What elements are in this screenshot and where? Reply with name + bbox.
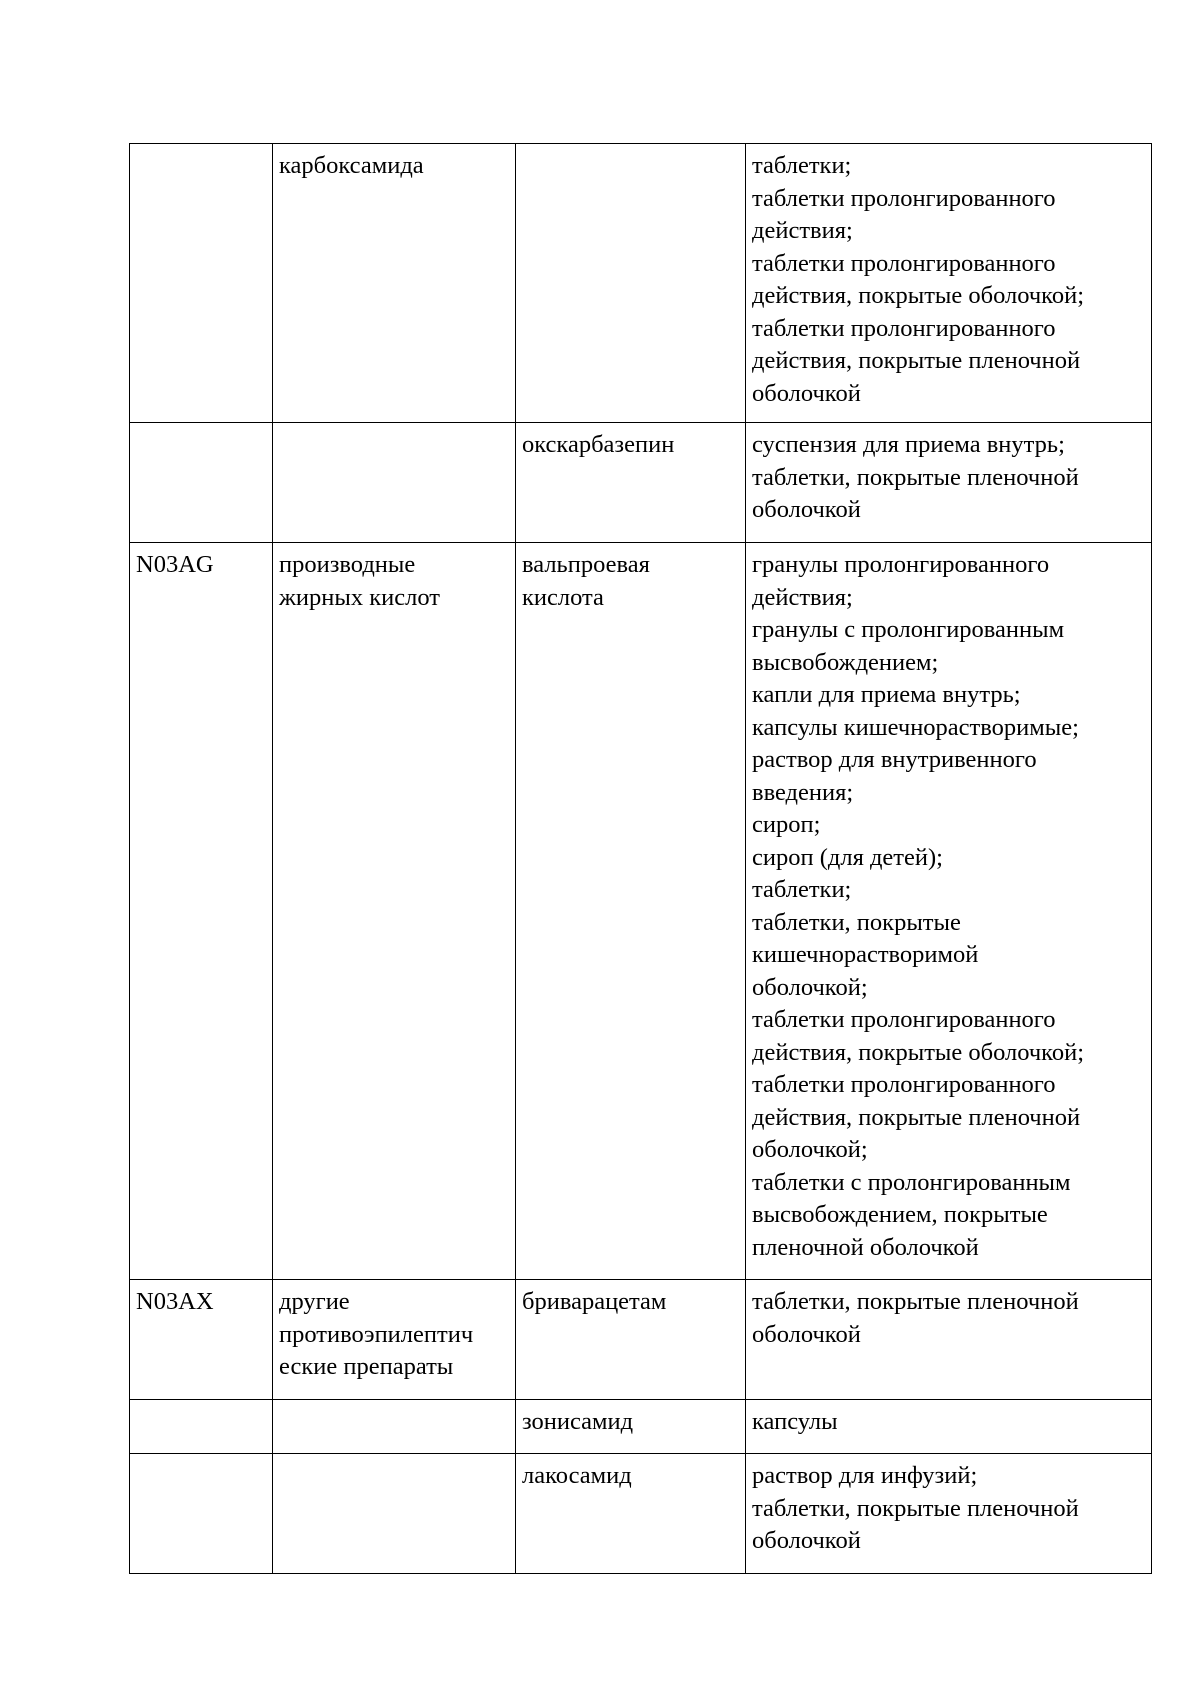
dosage-forms-cell: таблетки, покрытые пленочной оболочкой	[746, 1280, 1152, 1400]
atc-code-cell	[130, 144, 273, 423]
group-cell: другие противоэпилептич еские препараты	[273, 1280, 516, 1400]
group-cell: производные жирных кислот	[273, 543, 516, 1280]
table-row	[130, 423, 1152, 543]
drug-cell	[516, 144, 746, 423]
table-row	[130, 144, 1152, 423]
table-row	[130, 1400, 1152, 1454]
table-row	[130, 543, 1152, 1280]
dosage-forms-cell: капсулы	[746, 1400, 1152, 1454]
drug-cell: бриварацетам	[516, 1280, 746, 1400]
table-row	[130, 1280, 1152, 1400]
dosage-forms-cell: таблетки; таблетки пролонгированного действия; таблетки пролонгированного действия, покрытые оболочкой; таблетки пролонгированного действия, покрытые пленочной оболочкой	[746, 144, 1152, 423]
drug-cell: вальпроевая кислота	[516, 543, 746, 1280]
dosage-forms-cell: раствор для инфузий; таблетки, покрытые пленочной оболочкой	[746, 1454, 1152, 1574]
drug-cell: окскарбазепин	[516, 423, 746, 543]
atc-code-cell: N03AX	[130, 1280, 273, 1400]
drug-cell: зонисамид	[516, 1400, 746, 1454]
table-row	[130, 1454, 1152, 1574]
drug-cell: лакосамид	[516, 1454, 746, 1574]
medication-table	[129, 143, 1152, 1574]
group-cell	[273, 1400, 516, 1454]
dosage-forms-cell: гранулы пролонгированного действия; гранулы с пролонгированным высвобождением; капли для приема внутрь; капсулы кишечнорастворимые; раствор для внутривенного введения; сироп; сироп (для детей); таблетки; таблетки, покрытые кишечнорастворимой оболочкой; таблетки пролонгированного действия, покрытые оболочкой; таблетки пролонгированного действия, покрытые пленочной оболочкой; таблетки с пролонгированным высвобождением, покрытые пленочной оболочкой	[746, 543, 1152, 1280]
group-cell	[273, 1454, 516, 1574]
group-cell: карбоксамида	[273, 144, 516, 423]
atc-code-cell: N03AG	[130, 543, 273, 1280]
atc-code-cell	[130, 423, 273, 543]
group-cell	[273, 423, 516, 543]
atc-code-cell	[130, 1400, 273, 1454]
dosage-forms-cell: суспензия для приема внутрь; таблетки, покрытые пленочной оболочкой	[746, 423, 1152, 543]
atc-code-cell	[130, 1454, 273, 1574]
